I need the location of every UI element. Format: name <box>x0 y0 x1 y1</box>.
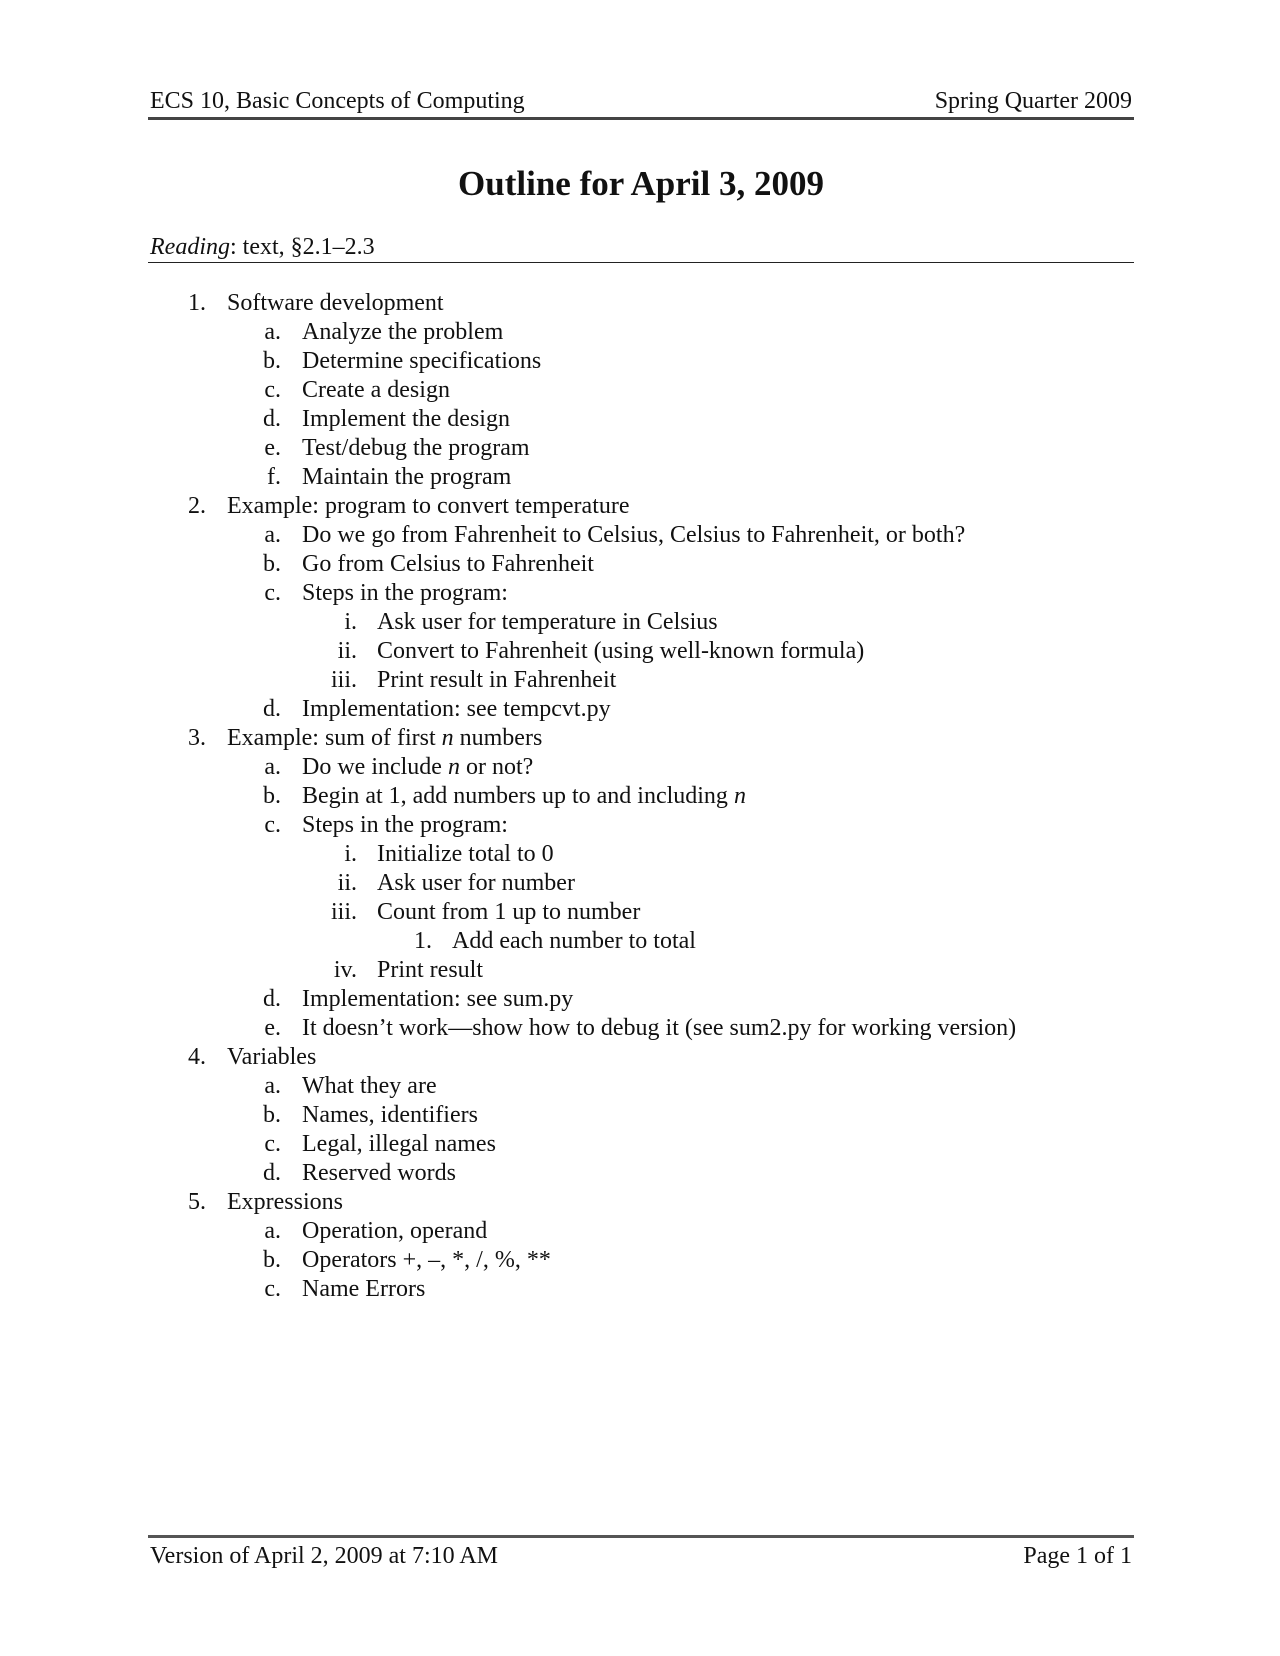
outline-text-segment: Add each number to total <box>452 928 696 954</box>
outline-text-segment: Implement the design <box>302 406 510 432</box>
outline-text <box>377 637 864 666</box>
outline-item-level-2 <box>0 1130 1280 1159</box>
outline-item-level-1 <box>0 492 1280 521</box>
outline-marker: a. <box>264 319 281 345</box>
outline-text-segment: Create a design <box>302 377 450 403</box>
outline-text <box>302 405 510 434</box>
outline-marker: ii. <box>337 638 357 664</box>
outline-item-level-3 <box>0 840 1280 869</box>
outline-marker: iv. <box>333 957 357 983</box>
outline-text <box>227 289 444 318</box>
outline-text-segment: Print result in Fahrenheit <box>377 667 617 693</box>
outline-item-level-2 <box>0 1101 1280 1130</box>
outline-text <box>227 1043 316 1072</box>
outline-text-segment: Convert to Fahrenheit (using well-known formula) <box>377 638 865 664</box>
outline-text-segment: Expressions <box>227 1189 343 1215</box>
outline-marker: d. <box>263 1160 281 1186</box>
outline-marker: c. <box>264 1276 281 1302</box>
outline-text-segment: Steps in the program: <box>302 812 508 838</box>
outline-text <box>302 376 450 405</box>
outline-item-level-2 <box>0 1072 1280 1101</box>
outline-marker: iii. <box>330 667 357 693</box>
outline-text <box>377 898 640 927</box>
outline-text <box>452 927 696 956</box>
outline-text-segment: Maintain the program <box>302 464 512 490</box>
outline-text-segment: Name Errors <box>302 1276 426 1302</box>
outline-marker: e. <box>264 435 281 461</box>
outline-text-segment: What they are <box>302 1073 437 1099</box>
outline-item-level-2 <box>0 1275 1280 1304</box>
outline-marker: a. <box>264 1073 281 1099</box>
outline-marker: f. <box>267 464 281 490</box>
outline-marker: b. <box>263 551 281 577</box>
outline-text-segment: Count from 1 up to number <box>377 899 641 925</box>
outline-text <box>302 1130 496 1159</box>
outline-item-level-2 <box>0 1246 1280 1275</box>
variable-italic: n <box>441 725 454 751</box>
outline-text <box>302 521 965 550</box>
course-name: ECS 10, Basic Concepts of Computing <box>150 88 525 114</box>
outline-marker: c. <box>264 812 281 838</box>
outline-item-level-2 <box>0 347 1280 376</box>
outline-text <box>302 347 541 376</box>
outline-text <box>377 956 483 985</box>
page-number: Page 1 of 1 <box>1023 1543 1132 1569</box>
outline-text-segment: Variables <box>227 1044 317 1070</box>
outline-text <box>302 1159 456 1188</box>
outline-text <box>227 724 542 753</box>
page-title: Outline for April 3, 2009 <box>458 164 824 203</box>
outline-text-segment: Analyze the problem <box>302 319 504 345</box>
outline-list <box>0 289 1280 1304</box>
outline-marker: b. <box>263 1102 281 1128</box>
outline-text-segment: Initialize total to 0 <box>377 841 554 867</box>
version-label: Version of April 2, 2009 at 7:10 AM <box>150 1543 498 1569</box>
outline-item-level-2 <box>0 753 1280 782</box>
outline-text-segment: Example: program to convert temperature <box>227 493 630 519</box>
outline-text <box>227 492 630 521</box>
outline-marker: i. <box>344 841 357 867</box>
outline-item-level-2 <box>0 1159 1280 1188</box>
outline-marker: 3. <box>188 725 206 751</box>
outline-item-level-2 <box>0 376 1280 405</box>
outline-marker: ii. <box>337 870 357 896</box>
outline-item-level-2 <box>0 463 1280 492</box>
outline-text <box>302 1014 1016 1043</box>
outline-text-segment: Steps in the program: <box>302 580 508 606</box>
outline-text <box>302 434 530 463</box>
outline-text-segment: Implementation: see sum.py <box>302 986 574 1012</box>
outline-item-level-3 <box>0 956 1280 985</box>
outline-text-segment: Ask user for temperature in Celsius <box>377 609 718 635</box>
outline-marker: a. <box>264 754 281 780</box>
outline-item-level-3 <box>0 637 1280 666</box>
outline-text <box>377 840 554 869</box>
outline-text-segment: numbers <box>453 725 543 751</box>
reading-assignment <box>150 232 375 262</box>
outline-text-segment: Operation, operand <box>302 1218 488 1244</box>
outline-text-segment: Determine specifications <box>302 348 542 374</box>
outline-marker: c. <box>264 580 281 606</box>
outline-text-segment: Implementation: see tempcvt.py <box>302 696 611 722</box>
outline-text-segment: Print result <box>377 957 483 983</box>
outline-item-level-2 <box>0 318 1280 347</box>
outline-text <box>302 1246 551 1275</box>
outline-marker: b. <box>263 348 281 374</box>
outline-marker: iii. <box>330 899 357 925</box>
outline-item-level-2 <box>0 695 1280 724</box>
outline-marker: e. <box>264 1015 281 1041</box>
outline-item-level-4 <box>0 927 1280 956</box>
outline-marker: 1. <box>188 290 206 316</box>
outline-text-segment: Example: sum of first <box>227 725 442 751</box>
footer-rule <box>148 1535 1134 1538</box>
outline-text-segment: Ask user for number <box>377 870 575 896</box>
outline-text <box>302 811 508 840</box>
outline-marker: d. <box>263 986 281 1012</box>
variable-italic: n <box>447 754 460 780</box>
outline-marker: c. <box>264 1131 281 1157</box>
reading-label: Reading <box>150 234 230 260</box>
outline-text-segment: Test/debug the program <box>302 435 530 461</box>
outline-marker: b. <box>263 1247 281 1273</box>
outline-text <box>377 869 575 898</box>
outline-item-level-2 <box>0 579 1280 608</box>
outline-text <box>377 608 718 637</box>
outline-item-level-3 <box>0 608 1280 637</box>
outline-marker: 4. <box>188 1044 206 1070</box>
outline-item-level-3 <box>0 869 1280 898</box>
outline-text <box>302 1072 437 1101</box>
header-rule <box>148 117 1134 120</box>
outline-item-level-2 <box>0 1014 1280 1043</box>
outline-marker: 5. <box>188 1189 206 1215</box>
outline-item-level-2 <box>0 434 1280 463</box>
outline-text-segment: It doesn’t work—show how to debug it (see sum2.py for working version) <box>302 1015 1017 1041</box>
outline-item-level-2 <box>0 782 1280 811</box>
outline-text <box>302 782 746 811</box>
outline-text <box>302 318 503 347</box>
outline-text-segment: or not? <box>459 754 534 780</box>
outline-marker: 1. <box>414 928 432 954</box>
outline-text <box>227 1188 343 1217</box>
outline-marker: b. <box>263 783 281 809</box>
outline-text <box>302 1217 487 1246</box>
outline-text-segment: Names, identifiers <box>302 1102 478 1128</box>
outline-text <box>302 463 511 492</box>
outline-item-level-1 <box>0 724 1280 753</box>
outline-item-level-2 <box>0 1217 1280 1246</box>
outline-marker: i. <box>344 609 357 635</box>
outline-item-level-3 <box>0 898 1280 927</box>
outline-item-level-2 <box>0 405 1280 434</box>
outline-text <box>302 1275 425 1304</box>
outline-text-segment: Software development <box>227 290 444 316</box>
outline-marker: d. <box>263 406 281 432</box>
outline-item-level-1 <box>0 289 1280 318</box>
outline-marker: d. <box>263 696 281 722</box>
outline-marker: a. <box>264 1218 281 1244</box>
outline-text-segment: Do we include <box>302 754 448 780</box>
outline-text <box>302 753 533 782</box>
outline-marker: a. <box>264 522 281 548</box>
outline-text <box>302 695 611 724</box>
outline-text <box>302 550 594 579</box>
outline-text-segment: Operators +, –, *, /, %, ** <box>302 1247 551 1273</box>
outline-marker: c. <box>264 377 281 403</box>
reading-text: : text, §2.1–2.3 <box>229 234 375 260</box>
variable-italic: n <box>733 783 746 809</box>
outline-item-level-2 <box>0 985 1280 1014</box>
outline-text-segment: Legal, illegal names <box>302 1131 496 1157</box>
reading-rule <box>148 262 1134 263</box>
outline-marker: 2. <box>188 493 206 519</box>
outline-text <box>377 666 616 695</box>
outline-item-level-2 <box>0 811 1280 840</box>
outline-item-level-3 <box>0 666 1280 695</box>
outline-text <box>302 985 573 1014</box>
outline-text-segment: Go from Celsius to Fahrenheit <box>302 551 594 577</box>
outline-item-level-1 <box>0 1188 1280 1217</box>
outline-text-segment: Begin at 1, add numbers up to and including <box>302 783 734 809</box>
outline-item-level-2 <box>0 550 1280 579</box>
outline-item-level-2 <box>0 521 1280 550</box>
term-label: Spring Quarter 2009 <box>934 88 1132 114</box>
outline-text <box>302 1101 478 1130</box>
outline-text-segment: Reserved words <box>302 1160 456 1186</box>
outline-text-segment: Do we go from Fahrenheit to Celsius, Celsius to Fahrenheit, or both? <box>302 522 966 548</box>
outline-text <box>302 579 508 608</box>
outline-item-level-1 <box>0 1043 1280 1072</box>
